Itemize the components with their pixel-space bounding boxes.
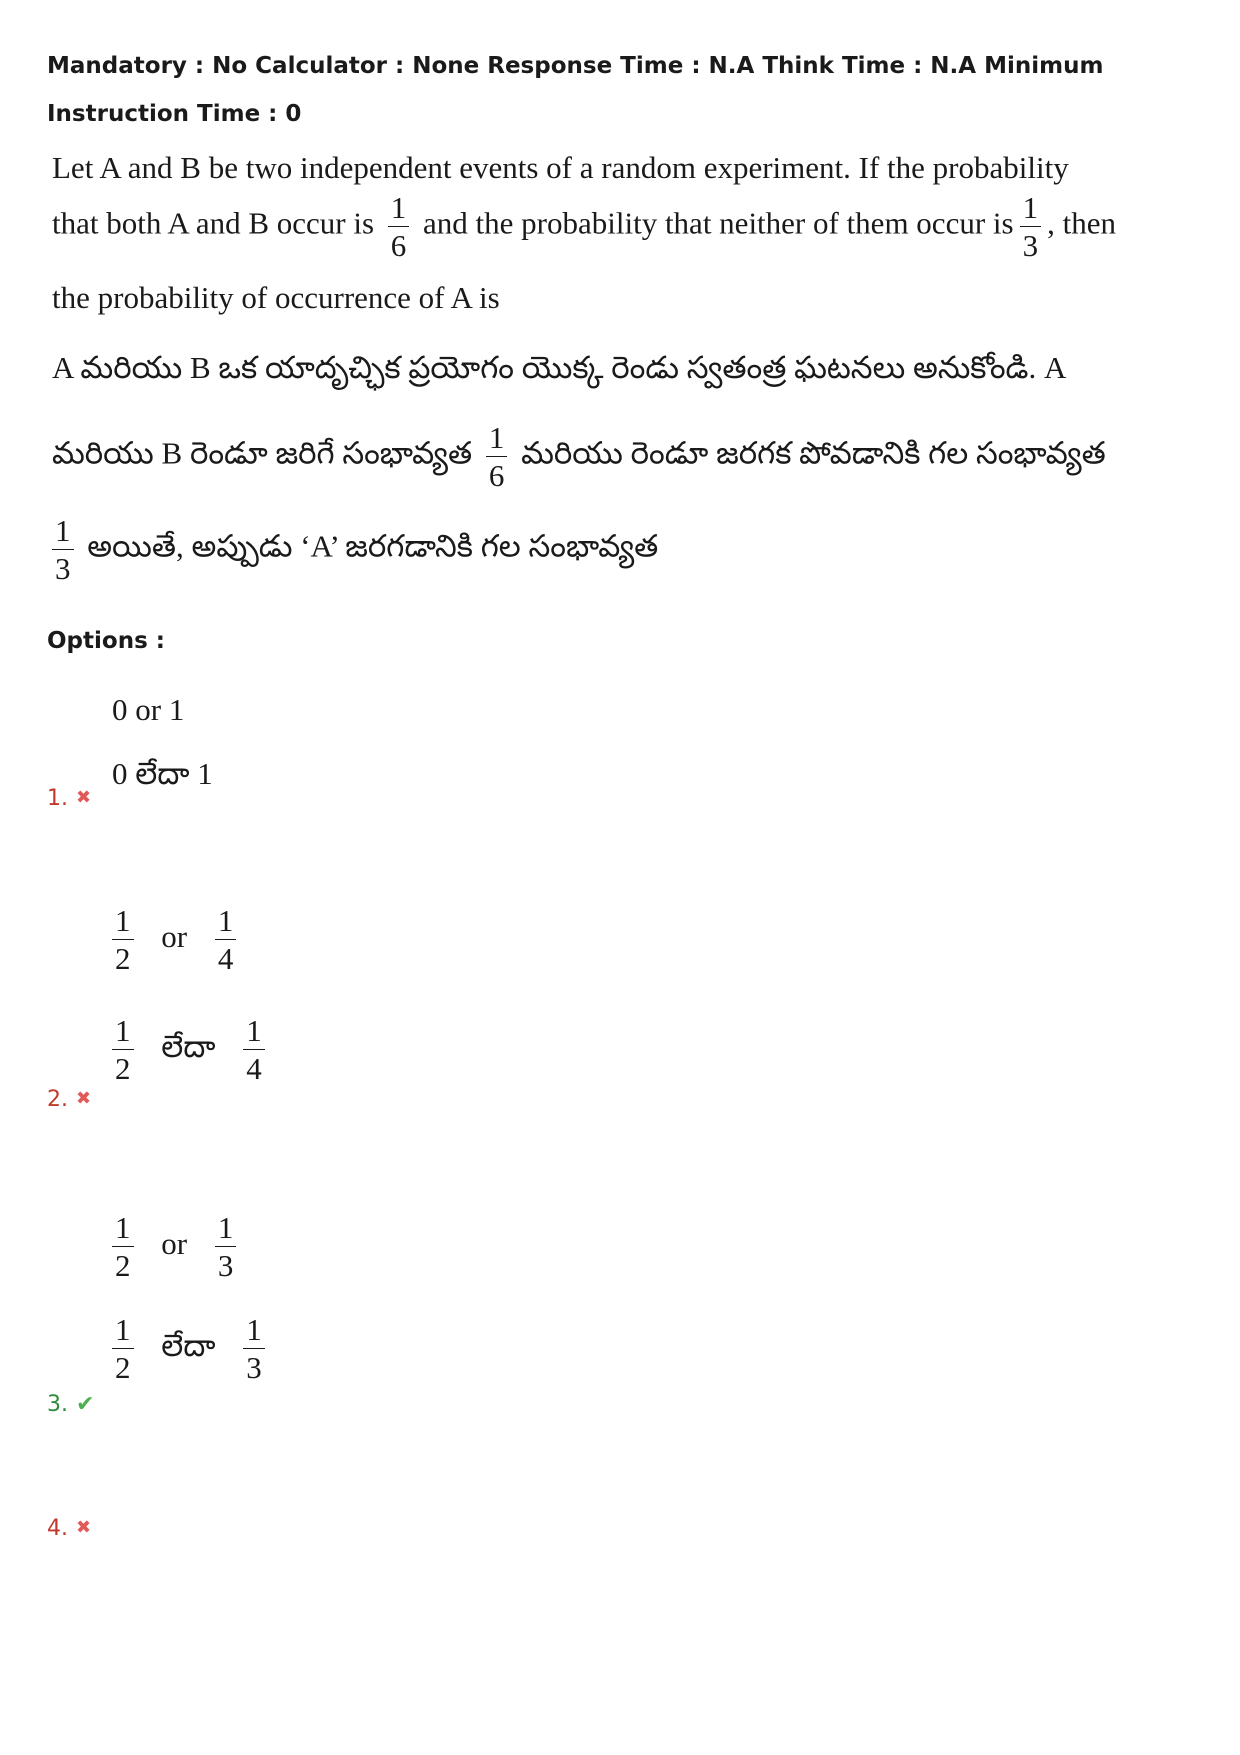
option-1-en: 0 or 1	[112, 692, 185, 727]
fraction-denominator: 4	[217, 941, 234, 976]
option-3-en	[112, 1212, 242, 1281]
fraction-numerator: 1	[243, 1314, 265, 1349]
fraction	[1020, 192, 1042, 261]
option-number: 4.	[47, 1516, 68, 1541]
fraction-denominator: 3	[217, 1248, 234, 1283]
option-2-te	[112, 1015, 271, 1084]
fraction-numerator: 1	[388, 192, 410, 227]
fraction-denominator: 3	[55, 551, 71, 586]
fraction-denominator: 2	[115, 1051, 131, 1086]
question-en-line-3: the probability of occurrence of A is	[52, 280, 500, 315]
question-en-line-2	[52, 192, 1116, 261]
question-header: Mandatory : No Calculator : None Response Time : N.A Think Time : N.A Minimum Instruction Time : 0	[47, 53, 1104, 127]
question-te-line-3-text: అయితే, అప్పుడు ‘A’ జరగడానికి గల సంభావ్యత	[87, 528, 659, 564]
question-en-line-2-b: and the probability that neither of them occur is	[423, 205, 1014, 241]
fraction-denominator: 2	[115, 1350, 131, 1385]
option-2-marker	[47, 1087, 91, 1112]
question-te-line-2-a: మరియు B రెండూ జరిగే సంభావ్యత	[52, 435, 473, 471]
fraction	[388, 192, 410, 261]
fraction-numerator: 1	[486, 422, 508, 457]
fraction-numerator: 1	[112, 905, 134, 940]
question-te-line-3	[52, 515, 658, 584]
fraction-numerator: 1	[215, 905, 237, 940]
question-te-line-2	[52, 422, 1106, 491]
fraction-numerator: 1	[243, 1015, 265, 1050]
question-en-line-2-c: , then	[1047, 205, 1116, 241]
cross-icon: ✖	[76, 787, 92, 808]
fraction-denominator: 6	[390, 228, 407, 263]
option-separator: లేదా	[161, 1028, 216, 1064]
fraction	[243, 1015, 265, 1084]
fraction	[486, 422, 508, 491]
option-2-en	[112, 905, 242, 974]
option-separator: or	[161, 1225, 188, 1261]
fraction-numerator: 1	[112, 1314, 134, 1349]
fraction	[215, 905, 237, 974]
fraction-numerator: 1	[215, 1212, 237, 1247]
option-1-marker	[47, 786, 91, 811]
option-separator: or	[161, 918, 188, 954]
fraction-denominator: 3	[1022, 228, 1039, 263]
fraction	[112, 905, 134, 974]
fraction-denominator: 6	[488, 458, 505, 493]
option-3-te	[112, 1314, 271, 1383]
fraction-numerator: 1	[112, 1015, 134, 1050]
question-te-line-2-b: మరియు రెండూ జరగక పోవడానికి గల సంభావ్యత	[521, 435, 1106, 471]
question-te-line-1: A మరియు B ఒక యాదృచ్ఛిక ప్రయోగం యొక్క రెండు స్వతంత్ర ఘటనలు అనుకోండి. A	[52, 350, 1067, 385]
fraction-denominator: 2	[115, 941, 131, 976]
option-3-marker	[47, 1392, 94, 1417]
question-en-line-2-a: that both A and B occur is	[52, 205, 375, 241]
cross-icon: ✖	[76, 1088, 92, 1109]
fraction-denominator: 4	[246, 1051, 262, 1086]
option-number: 3.	[47, 1392, 68, 1417]
question-en-line-1: Let A and B be two independent events of a random experiment. If the probability	[52, 150, 1069, 185]
fraction-numerator: 1	[52, 515, 74, 550]
fraction-numerator: 1	[1020, 192, 1042, 227]
fraction-denominator: 2	[115, 1248, 131, 1283]
fraction-numerator: 1	[112, 1212, 134, 1247]
option-1-te: 0 లేదా 1	[112, 756, 213, 791]
option-4-marker	[47, 1516, 91, 1541]
cross-icon: ✖	[76, 1517, 92, 1538]
option-number: 2.	[47, 1087, 68, 1112]
fraction	[215, 1212, 237, 1281]
fraction-denominator: 3	[246, 1350, 262, 1385]
options-label: Options :	[47, 628, 165, 654]
fraction	[52, 515, 74, 584]
option-separator: లేదా	[161, 1327, 216, 1363]
fraction	[112, 1212, 134, 1281]
fraction	[243, 1314, 265, 1383]
option-number: 1.	[47, 786, 68, 811]
fraction	[112, 1314, 134, 1383]
check-icon: ✔	[76, 1392, 95, 1417]
fraction	[112, 1015, 134, 1084]
